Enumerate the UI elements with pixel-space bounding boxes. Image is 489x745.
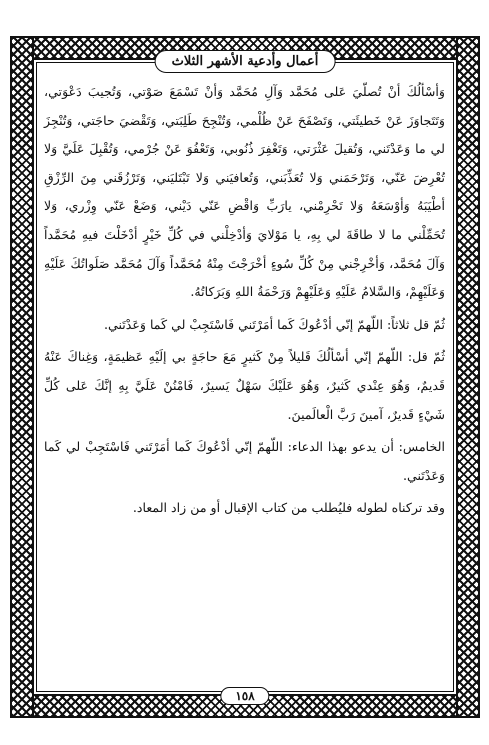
page-title: أعمال وأدعية الأشهر الثلاث [155, 50, 336, 73]
page-number: ١٥٨ [220, 687, 269, 705]
paragraph-instruction-three-times: ثُمّ قل ثلاثاً: اللّهمّ إنّي أدْعُوكَ كَما أمَرْتَني فَاسْتَجِبْ لي كَما وَعَدْتَني. [103, 316, 445, 332]
paragraph-reference-note: وقد تركناه لطوله فليُطلب من كتاب الإقبال أو من زاد المعاد. [132, 500, 445, 516]
paragraph-instruction-prayer: ثُمّ قل: اللّهمّ إنّي أسْألُكَ قَليلاً مِنْ كَثيرٍ مَعَ حاجَةٍ بي إلَيْهِ عَظيمَةٍ، وَغِناكَ عَنْهُ قَديمٌ، وَهُوَ عِنْدي كَثيرٌ، وَهُوَ عَلَيْكَ سَهْلٌ يَسيرٌ، فَامْنُنْ عَلَيَّ بِهِ إنَّكَ عَلى كُلِّ شَيْءٍ قَديرٌ، آمينَ رَبَّ الْعالَمينَ. [44, 349, 445, 422]
ornamental-border-left [10, 36, 34, 718]
body-text [44, 78, 445, 523]
paragraph-prayer-main: وَأسْألُكَ أنْ تُصلّيَ عَلى مُحَمَّد وَآلِ مُحَمَّد وَأنْ تَسْمَعَ صَوْتي، وَتُجيبَ دَعْوَتي، وَتَتَجاوَزَ عَنْ خَطيئَتي، وَتَصْفَحَ عَنْ ظُلْمي، وَتُنْجِحَ طَلِبَتي، وَتَقْضيَ حاجَتي، وَتُنْجِزَ لي ما وَعَدْتَني، وَتُقيلَ عَثْرَتي، وَتَغْفِرَ ذُنُوبي، وَتَعْفُوَ عَنْ جُرْمي، وَتُقْبِلَ عَلَيَّ وَلا تُعْرِضَ عَنّي، وَتَرْحَمَني وَلا تُعَذِّبَني، وَتُعافيَني وَلا تَبْتَليَني، وَتَرْزُقَني مِنَ الرِّزْقِ أطْيَبَهُ وَأوْسَعَهُ وَلا تَحْرِمْني، يارَبِّ وَاقْضِ عَنّي دَيْني، وَضَعْ عَنّي وِزْري، وَلا تُحَمِّلْني ما لا طاقَةَ لي بِهِ، يا مَوْلايَ وَأدْخِلْني في كُلِّ خَيْرٍ أدْخَلْتَ فيهِ مُحَمَّداً وَآلَ مُحَمَّد، وَأخْرِجْني مِنْ كُلِّ سُوءٍ أخْرَجْتَ مِنْهُ مُحَمَّداً وَآلَ مُحَمَّد صَلَواتُكَ عَلَيْهِ وَعَلَيْهِمْ، وَالسَّلامُ عَلَيْهِ وَعَلَيْهِمْ وَرَحْمَةُ اللهِ وَبَرَكاتُهُ. [44, 84, 445, 300]
ornamental-border-right [456, 36, 480, 718]
paragraph-fifth: الخامس: أن يدعو بهذا الدعاء: اللّهمّ إنّي أدْعُوكَ كَما أمَرْتَني فَاسْتَجِبْ لي كَما وَعَدْتَني. [44, 439, 445, 483]
